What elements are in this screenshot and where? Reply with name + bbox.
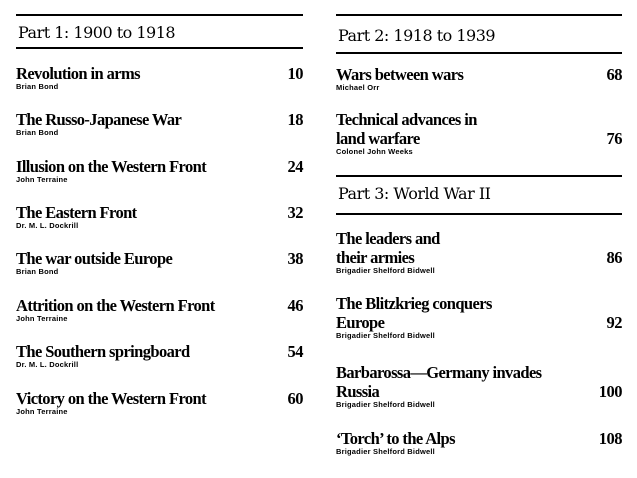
entry-author: Brigadier Shelford Bidwell	[336, 266, 435, 275]
entry-page-number: 68	[606, 65, 622, 84]
part-1-title: Part 1: 1900 to 1918	[18, 23, 176, 42]
entry-page-number: 100	[598, 382, 622, 401]
entry-title: The Blitzkrieg conquers Europe	[336, 294, 492, 332]
entry-page-number: 76	[606, 129, 622, 148]
entry-page-number: 108	[598, 429, 622, 448]
entry-author: Dr. M. L. Dockrill	[16, 221, 79, 230]
entry-title: The leaders and their armies	[336, 229, 440, 267]
entry-page-number: 10	[287, 64, 303, 83]
toc-entry[interactable]	[16, 342, 303, 369]
toc-entry[interactable]	[16, 64, 303, 91]
entry-page-number: 18	[287, 110, 303, 129]
divider	[16, 47, 303, 49]
entry-page-number: 32	[287, 203, 303, 222]
toc-entry[interactable]	[336, 65, 622, 92]
divider	[336, 175, 622, 177]
divider	[16, 14, 303, 16]
entry-title: The Southern springboard	[16, 342, 190, 361]
divider	[336, 52, 622, 54]
entry-title: The war outside Europe	[16, 249, 173, 268]
entry-author: Dr. M. L. Dockrill	[16, 360, 79, 369]
entry-author: Brian Bond	[16, 267, 59, 276]
entry-author: Brigadier Shelford Bidwell	[336, 447, 435, 456]
toc-entry[interactable]	[336, 229, 622, 275]
entry-author: Brian Bond	[16, 82, 59, 91]
entry-author: Michael Orr	[336, 83, 380, 92]
entry-author: John Terraine	[16, 407, 68, 416]
entry-title: Revolution in arms	[16, 64, 140, 83]
entry-title: Victory on the Western Front	[16, 389, 207, 408]
toc-entry[interactable]	[336, 429, 622, 456]
entry-page-number: 54	[287, 342, 303, 361]
entry-author: Brigadier Shelford Bidwell	[336, 400, 435, 409]
toc-entry[interactable]	[16, 389, 303, 416]
entry-page-number: 24	[287, 157, 303, 176]
entry-author: John Terraine	[16, 314, 68, 323]
entry-author: John Terraine	[16, 175, 68, 184]
entry-author: Colonel John Weeks	[336, 147, 413, 156]
toc-entry[interactable]	[16, 296, 303, 323]
entry-page-number: 92	[606, 313, 622, 332]
toc-entry[interactable]	[16, 249, 303, 276]
entry-title: The Eastern Front	[16, 203, 137, 222]
part-3-title: Part 3: World War II	[338, 184, 491, 203]
entry-title: The Russo-Japanese War	[16, 110, 182, 129]
entry-title: Attrition on the Western Front	[16, 296, 215, 315]
entry-page-number: 60	[287, 389, 303, 408]
divider	[336, 14, 622, 16]
entry-title: ‘Torch’ to the Alps	[336, 429, 455, 448]
toc-entry[interactable]	[336, 110, 622, 156]
divider	[336, 213, 622, 215]
entry-title: Wars between wars	[336, 65, 464, 84]
toc-entry[interactable]	[16, 203, 303, 230]
part-2-title: Part 2: 1918 to 1939	[338, 26, 496, 45]
entry-title: Technical advances in land warfare	[336, 110, 477, 148]
entry-page-number: 86	[606, 248, 622, 267]
entry-author: Brian Bond	[16, 128, 59, 137]
entry-title: Illusion on the Western Front	[16, 157, 207, 176]
toc-entry[interactable]	[336, 294, 622, 340]
entry-title: Barbarossa—Germany invades Russia	[336, 363, 542, 401]
entry-author: Brigadier Shelford Bidwell	[336, 331, 435, 340]
entry-page-number: 46	[287, 296, 303, 315]
toc-entry[interactable]	[16, 110, 303, 137]
entry-page-number: 38	[287, 249, 303, 268]
toc-entry[interactable]	[16, 157, 303, 184]
toc-entry[interactable]	[336, 363, 622, 409]
